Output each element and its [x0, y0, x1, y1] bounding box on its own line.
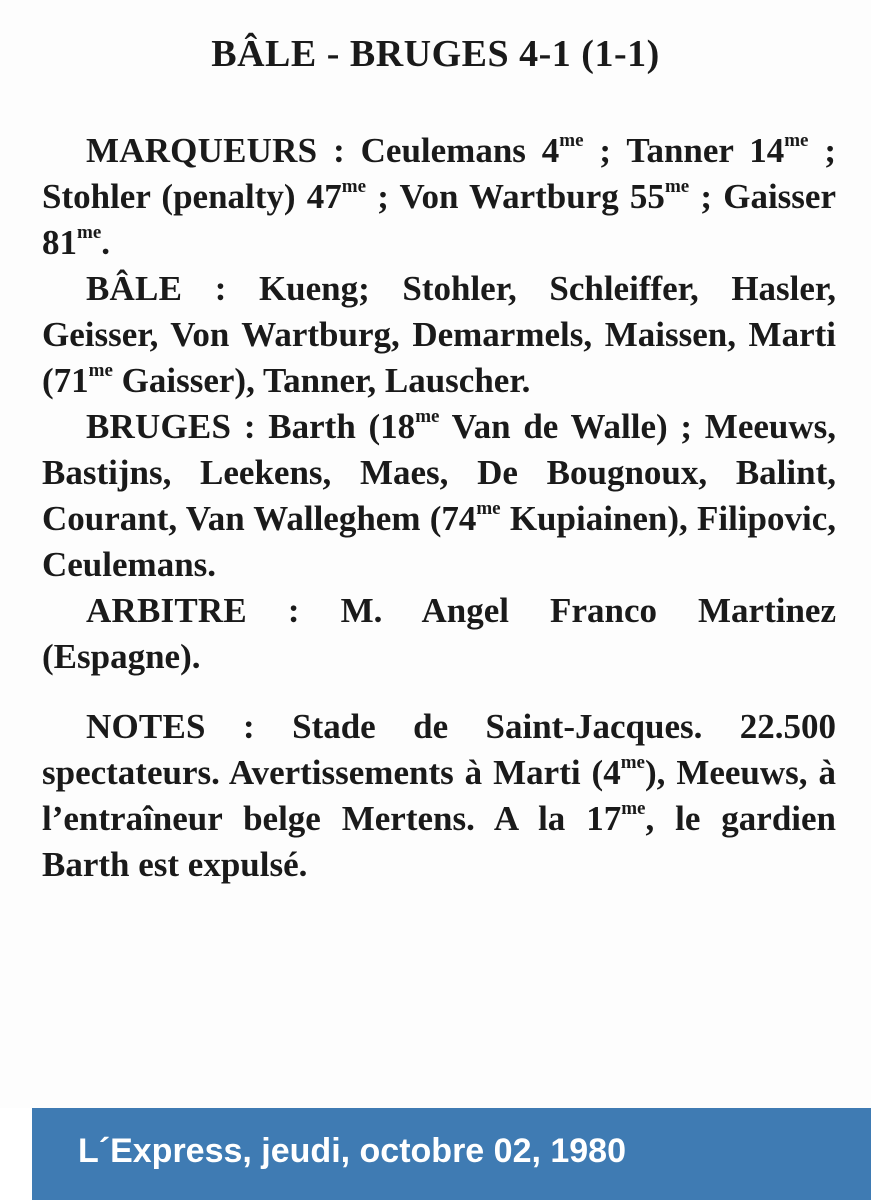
bruges-lineup-text: : Barth (18: [231, 407, 416, 446]
ordinal-suffix: me: [88, 360, 113, 382]
notes-paragraph: [42, 704, 836, 888]
scorers-text: ; Stohler (penalty) 47: [42, 131, 836, 216]
scorers-text: : Ceulemans 4: [317, 131, 560, 170]
ordinal-suffix: me: [476, 498, 501, 520]
notes-text: ), Meeuws, à l’entraîneur belge Mertens. A la 17: [42, 753, 836, 838]
scorers-paragraph: [42, 128, 836, 266]
scorers-text: ; Tanner 14: [583, 131, 785, 170]
basel-lineup-text: : Kueng; Stohler, Schleiffer, Hasler, Geisser, Von Wartburg, Demarmels, Maissen, Marti (71: [42, 269, 836, 400]
ordinal-suffix: me: [77, 222, 102, 244]
bruges-lineup-text: Kupiainen), Filipovic, Ceulemans.: [42, 499, 837, 584]
scorers-text: ; Von Wartburg 55: [366, 177, 665, 216]
referee-label: ARBITRE: [86, 591, 247, 630]
match-report: [42, 128, 836, 888]
bruges-lineup-paragraph: [42, 404, 836, 588]
referee-paragraph: [42, 588, 836, 680]
scorers-text: ; Gaisser 81: [42, 177, 836, 262]
ordinal-suffix: me: [664, 176, 690, 198]
scorers-text: .: [101, 223, 111, 262]
source-caption-bar: [32, 1108, 871, 1200]
ordinal-suffix: me: [415, 406, 440, 428]
match-title: BÂLE - BRUGES 4-1 (1-1): [211, 33, 660, 75]
source-caption: L´Express, jeudi, octobre 02, 1980: [78, 1132, 627, 1170]
referee-text: : M. Angel Franco Martinez (Espagne).: [42, 591, 836, 676]
ordinal-suffix: me: [620, 752, 645, 774]
basel-lineup-paragraph: [42, 266, 836, 404]
basel-label: BÂLE: [86, 269, 183, 308]
ordinal-suffix: me: [559, 130, 584, 152]
notes-text: , le gardien Barth est expulsé.: [42, 799, 837, 884]
notes-text: : Stade de Saint-Jacques. 22.500 spectateurs. Avertissements à Marti (4: [42, 707, 836, 792]
scorers-label: MARQUEURS: [86, 131, 318, 170]
ordinal-suffix: me: [341, 176, 367, 198]
ordinal-suffix: me: [784, 130, 809, 152]
bruges-lineup-text: Van de Walle) ; Meeuws, Bastijns, Leekens, Maes, De Bougnoux, Balint, Courant, Van Walleghem (74: [42, 407, 837, 538]
notes-label: NOTES: [86, 707, 206, 746]
basel-lineup-text: Gaisser), Tanner, Lauscher.: [112, 361, 531, 400]
bruges-label: BRUGES: [86, 407, 232, 446]
ordinal-suffix: me: [621, 798, 646, 820]
